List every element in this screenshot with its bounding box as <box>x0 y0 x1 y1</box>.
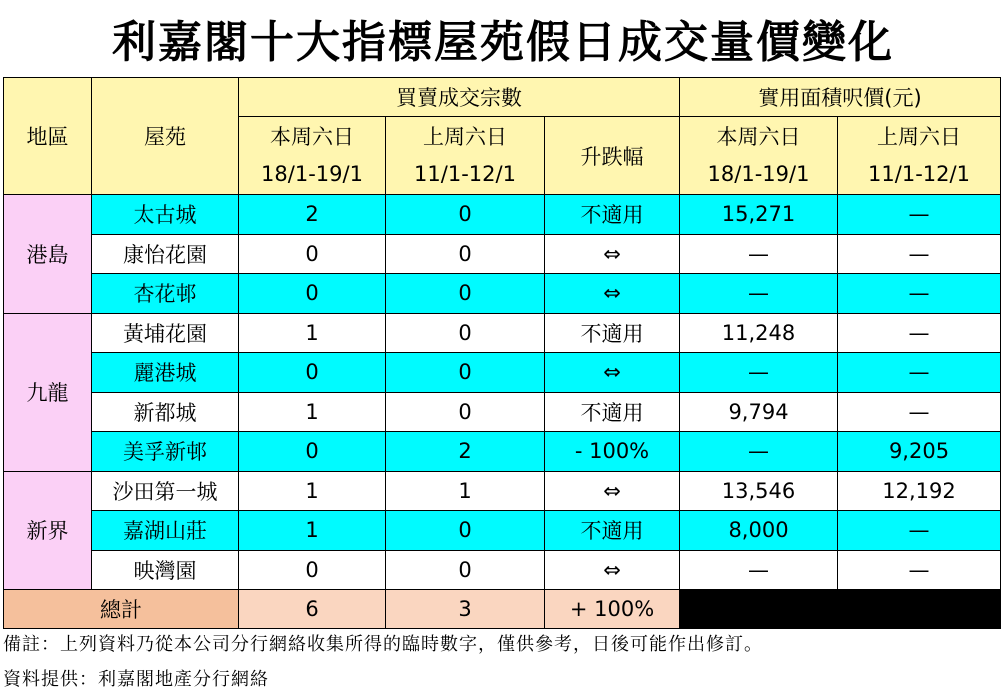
table-row <box>4 432 1001 472</box>
total-price-blank <box>680 590 1001 629</box>
last-week-price-cell: — <box>838 313 1001 353</box>
this-week-price-cell: — <box>680 550 838 590</box>
last-week-price-cell: 9,205 <box>838 432 1001 472</box>
total-last-week-deals: 3 <box>386 590 545 629</box>
estate-cell: 康怡花園 <box>92 234 239 274</box>
estate-cell: 嘉湖山莊 <box>92 511 239 551</box>
this-week-price-cell: — <box>680 432 838 472</box>
change-cell: - 100% <box>545 432 680 472</box>
page-title: 利嘉閣十大指標屋苑假日成交量價變化 <box>112 17 894 68</box>
last-week-deals-cell: 0 <box>386 274 545 314</box>
header-label: 上周六日 <box>423 124 507 149</box>
last-week-price-cell: — <box>838 392 1001 432</box>
change-cell: 不適用 <box>545 313 680 353</box>
estate-cell: 美孚新邨 <box>92 432 239 472</box>
this-week-deals-header <box>239 117 386 195</box>
this-week-deals-cell: 1 <box>239 511 386 551</box>
change-cell: ⇔ <box>545 471 680 511</box>
region-cell: 港島 <box>4 195 92 314</box>
last-week-price-cell: 12,192 <box>838 471 1001 511</box>
estate-cell: 杏花邨 <box>92 274 239 314</box>
this-week-price-cell: 11,248 <box>680 313 838 353</box>
estate-cell: 沙田第一城 <box>92 471 239 511</box>
transactions-table <box>3 77 1001 629</box>
change-cell: ⇔ <box>545 353 680 393</box>
total-row <box>4 590 1001 629</box>
header-dates: 11/1-12/1 <box>868 161 970 186</box>
last-week-price-cell: — <box>838 353 1001 393</box>
last-week-deals-header <box>386 117 545 195</box>
last-week-price-cell: — <box>838 274 1001 314</box>
change-cell: ⇔ <box>545 234 680 274</box>
header-label: 本周六日 <box>270 124 354 149</box>
this-week-deals-cell: 1 <box>239 313 386 353</box>
this-week-deals-cell: 1 <box>239 471 386 511</box>
region-cell: 新界 <box>4 471 92 590</box>
estate-cell: 黃埔花園 <box>92 313 239 353</box>
change-cell: 不適用 <box>545 511 680 551</box>
this-week-price-cell: 8,000 <box>680 511 838 551</box>
this-week-price-header <box>680 117 838 195</box>
last-week-price-header <box>838 117 1001 195</box>
table-row <box>4 313 1001 353</box>
remark-note: 備註：上列資料乃從本公司分行網絡收集所得的臨時數字，僅供參考，日後可能作出修訂。 <box>3 634 763 655</box>
table-row <box>4 234 1001 274</box>
header-dates: 11/1-12/1 <box>414 161 516 186</box>
this-week-price-cell: 15,271 <box>680 195 838 235</box>
estate-cell: 映灣園 <box>92 550 239 590</box>
table-row <box>4 392 1001 432</box>
change-cell: 不適用 <box>545 195 680 235</box>
deals-group-header: 買賣成交宗數 <box>239 78 680 117</box>
table-row <box>4 511 1001 551</box>
this-week-deals-cell: 0 <box>239 550 386 590</box>
this-week-deals-cell: 2 <box>239 195 386 235</box>
table-row <box>4 471 1001 511</box>
change-cell: 不適用 <box>545 392 680 432</box>
total-this-week-deals: 6 <box>239 590 386 629</box>
region-header: 地區 <box>4 78 92 195</box>
table-row <box>4 550 1001 590</box>
estate-cell: 太古城 <box>92 195 239 235</box>
table-row <box>4 274 1001 314</box>
last-week-deals-cell: 0 <box>386 195 545 235</box>
header-label: 上周六日 <box>877 124 961 149</box>
this-week-price-cell: — <box>680 353 838 393</box>
header-label: 本周六日 <box>716 124 801 149</box>
change-cell: ⇔ <box>545 274 680 314</box>
header-dates: 18/1-19/1 <box>261 161 363 186</box>
change-header: 升跌幅 <box>545 117 680 195</box>
change-cell: ⇔ <box>545 550 680 590</box>
total-label: 總計 <box>4 590 239 629</box>
last-week-price-cell: — <box>838 195 1001 235</box>
table-row <box>4 353 1001 393</box>
this-week-deals-cell: 0 <box>239 432 386 472</box>
this-week-deals-cell: 0 <box>239 234 386 274</box>
table-row <box>4 195 1001 235</box>
last-week-deals-cell: 0 <box>386 313 545 353</box>
last-week-deals-cell: 0 <box>386 550 545 590</box>
this-week-price-cell: — <box>680 234 838 274</box>
price-group-header: 實用面積呎價(元) <box>680 78 1001 117</box>
total-change: + 100% <box>545 590 680 629</box>
this-week-deals-cell: 0 <box>239 274 386 314</box>
last-week-deals-cell: 0 <box>386 353 545 393</box>
header-dates: 18/1-19/1 <box>707 161 810 186</box>
this-week-price-cell: — <box>680 274 838 314</box>
this-week-price-cell: 9,794 <box>680 392 838 432</box>
this-week-deals-cell: 1 <box>239 392 386 432</box>
last-week-deals-cell: 1 <box>386 471 545 511</box>
estate-cell: 新都城 <box>92 392 239 432</box>
this-week-price-cell: 13,546 <box>680 471 838 511</box>
last-week-price-cell: — <box>838 550 1001 590</box>
last-week-price-cell: — <box>838 234 1001 274</box>
this-week-deals-cell: 0 <box>239 353 386 393</box>
last-week-deals-cell: 0 <box>386 234 545 274</box>
last-week-price-cell: — <box>838 511 1001 551</box>
estate-header: 屋苑 <box>92 78 239 195</box>
estate-cell: 麗港城 <box>92 353 239 393</box>
region-cell: 九龍 <box>4 313 92 471</box>
source-note: 資料提供：利嘉閣地產分行網絡 <box>3 669 269 690</box>
last-week-deals-cell: 0 <box>386 392 545 432</box>
last-week-deals-cell: 2 <box>386 432 545 472</box>
last-week-deals-cell: 0 <box>386 511 545 551</box>
